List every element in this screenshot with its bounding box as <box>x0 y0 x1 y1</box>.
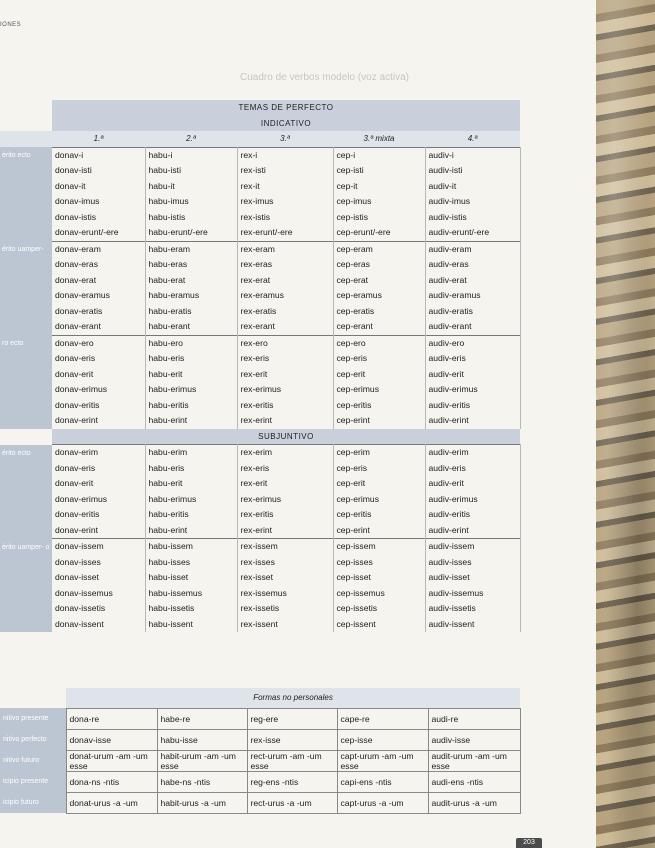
form-cell: capi-ens -ntis <box>337 771 428 792</box>
subjuntivo-label: SUBJUNTIVO <box>52 429 520 445</box>
tense-label: érito uamper- o <box>0 539 52 633</box>
verb-form-cell: donav-eritis <box>52 398 145 414</box>
verb-form-cell: rex-eramus <box>237 288 333 304</box>
verb-form-cell: audiv-erim <box>425 445 520 461</box>
tense-label: érito uamper- <box>0 241 52 335</box>
verb-form-cell: habu-eratis <box>145 304 237 320</box>
form-cell: audit-urum -am -um esse <box>428 750 520 771</box>
verb-form-cell: habu-eras <box>145 257 237 273</box>
table-row <box>0 601 520 617</box>
blank-corner <box>0 100 52 116</box>
verb-form-cell: habu-issent <box>145 617 237 633</box>
table-row <box>0 492 520 508</box>
form-label: icipio presente <box>0 771 66 792</box>
table-row <box>0 304 520 320</box>
verb-form-cell: audiv-it <box>425 179 520 195</box>
verb-form-cell: cep-eramus <box>333 288 425 304</box>
verb-form-cell: donav-eramus <box>52 288 145 304</box>
verb-form-cell: habu-eris <box>145 461 237 477</box>
blank-corner <box>0 116 52 132</box>
verb-form-cell: cep-it <box>333 179 425 195</box>
verb-form-cell: cep-i <box>333 147 425 163</box>
verb-form-cell: habu-erint <box>145 523 237 539</box>
verb-form-cell: habu-erint <box>145 413 237 429</box>
form-cell: reg-ere <box>247 708 337 729</box>
verb-form-cell: rex-erimus <box>237 382 333 398</box>
verb-form-cell: cep-eritis <box>333 507 425 523</box>
verb-form-cell: donav-erit <box>52 476 145 492</box>
form-cell: dona-ns -ntis <box>66 771 157 792</box>
form-cell: dona-re <box>66 708 157 729</box>
verb-form-cell: audiv-erimus <box>425 382 520 398</box>
column-header: 3.ª mixta <box>333 131 425 147</box>
verb-form-cell: habu-erimus <box>145 492 237 508</box>
column-header: 1.ª <box>52 131 145 147</box>
verb-form-cell: rex-ero <box>237 335 333 351</box>
verb-form-cell: habu-eramus <box>145 288 237 304</box>
verb-form-cell: habu-istis <box>145 210 237 226</box>
verb-form-cell: audiv-eratis <box>425 304 520 320</box>
tense-label: érito ecto <box>0 445 52 539</box>
verb-form-cell: cep-erimus <box>333 382 425 398</box>
verb-form-cell: donav-issem <box>52 539 145 555</box>
table-row <box>0 570 520 586</box>
verb-form-cell: audiv-erit <box>425 367 520 383</box>
form-cell: donav-isse <box>66 729 157 750</box>
form-cell: habit-urum -am -um esse <box>157 750 247 771</box>
verb-form-cell: audiv-eram <box>425 241 520 257</box>
table-row <box>0 163 520 179</box>
form-cell: audiv-isse <box>428 729 520 750</box>
verb-form-cell: donav-erint <box>52 413 145 429</box>
form-cell: habit-urus -a -um <box>157 792 247 813</box>
verb-form-cell: habu-erant <box>145 319 237 335</box>
verb-form-cell: habu-erim <box>145 445 237 461</box>
tense-label: ro ecto <box>0 335 52 429</box>
verb-form-cell: donav-istis <box>52 210 145 226</box>
nonpersonal-row <box>0 750 520 771</box>
verb-form-cell: rex-erint <box>237 523 333 539</box>
verb-form-cell: habu-issemus <box>145 586 237 602</box>
verb-form-cell: cep-istis <box>333 210 425 226</box>
table-row <box>0 398 520 414</box>
verb-form-cell: donav-i <box>52 147 145 163</box>
table-row <box>0 241 520 257</box>
verb-form-cell: donav-erant <box>52 319 145 335</box>
table-row <box>0 382 520 398</box>
verb-form-cell: rex-eras <box>237 257 333 273</box>
table-row <box>0 335 520 351</box>
verb-form-cell: audiv-eras <box>425 257 520 273</box>
form-cell: capt-urum -am -um esse <box>337 750 428 771</box>
verb-form-cell: audiv-isset <box>425 570 520 586</box>
verb-form-cell: rex-eris <box>237 351 333 367</box>
verb-form-cell: audiv-eritis <box>425 507 520 523</box>
verb-form-cell: habu-i <box>145 147 237 163</box>
verb-form-cell: habu-it <box>145 179 237 195</box>
verb-form-cell: cep-issent <box>333 617 425 633</box>
verb-form-cell: cep-eratis <box>333 304 425 320</box>
verb-form-cell: cep-issem <box>333 539 425 555</box>
column-header: 3.ª <box>237 131 333 147</box>
verb-form-cell: rex-erint <box>237 413 333 429</box>
column-header: 2.ª <box>145 131 237 147</box>
verb-form-cell: habu-isti <box>145 163 237 179</box>
verb-form-cell: donav-erimus <box>52 492 145 508</box>
verb-form-cell: habu-eritis <box>145 398 237 414</box>
verb-form-cell: donav-eratis <box>52 304 145 320</box>
verb-form-cell: habu-issetis <box>145 601 237 617</box>
verb-form-cell: cep-issetis <box>333 601 425 617</box>
form-cell: audi-ens -ntis <box>428 771 520 792</box>
form-label: nitivo futuro <box>0 750 66 771</box>
verb-form-cell: cep-imus <box>333 194 425 210</box>
verb-form-cell: audiv-issem <box>425 539 520 555</box>
table-row <box>0 288 520 304</box>
column-header: 4.ª <box>425 131 520 147</box>
table-row <box>0 523 520 539</box>
verb-form-cell: rex-erit <box>237 367 333 383</box>
blank-corner <box>0 131 52 147</box>
verb-form-cell: habu-erunt/-ere <box>145 225 237 241</box>
verb-form-cell: donav-erat <box>52 273 145 289</box>
form-cell: rex-isse <box>247 729 337 750</box>
verb-form-cell: rex-issetis <box>237 601 333 617</box>
verb-form-cell: audiv-eris <box>425 351 520 367</box>
verb-form-cell: audiv-issemus <box>425 586 520 602</box>
nonpersonal-row <box>0 792 520 813</box>
verb-form-cell: donav-eris <box>52 461 145 477</box>
verb-form-cell: rex-eritis <box>237 507 333 523</box>
verb-form-cell: cep-eras <box>333 257 425 273</box>
verb-form-cell: audiv-erint <box>425 523 520 539</box>
verb-form-cell: habu-eritis <box>145 507 237 523</box>
form-cell: cape-re <box>337 708 428 729</box>
verb-form-cell: cep-erint <box>333 523 425 539</box>
table-row <box>0 539 520 555</box>
form-cell: habe-re <box>157 708 247 729</box>
table-row <box>0 461 520 477</box>
table-row <box>0 319 520 335</box>
form-label: nitivo perfecto <box>0 729 66 750</box>
table-caption: TEMAS DE PERFECTO <box>52 100 520 116</box>
verb-form-cell: donav-it <box>52 179 145 195</box>
verb-form-cell: audiv-erit <box>425 476 520 492</box>
form-label: icipio futuro <box>0 792 66 813</box>
verb-form-cell: cep-ero <box>333 335 425 351</box>
table-row <box>0 445 520 461</box>
verb-form-cell: donav-eritis <box>52 507 145 523</box>
verb-form-cell: donav-eras <box>52 257 145 273</box>
verb-form-cell: cep-isset <box>333 570 425 586</box>
perfect-tenses-table <box>0 100 521 632</box>
verb-form-cell: cep-erunt/-ere <box>333 225 425 241</box>
verb-form-cell: rex-erant <box>237 319 333 335</box>
verb-form-cell: cep-eris <box>333 461 425 477</box>
verb-form-cell: rex-isti <box>237 163 333 179</box>
table-row <box>0 413 520 429</box>
verb-form-cell: donav-isti <box>52 163 145 179</box>
table-row <box>0 257 520 273</box>
verb-form-cell: cep-eris <box>333 351 425 367</box>
form-cell: audi-re <box>428 708 520 729</box>
nonpersonal-title: Formas no personales <box>66 688 520 708</box>
verb-form-cell: donav-erint <box>52 523 145 539</box>
verb-form-cell: audiv-isses <box>425 555 520 571</box>
verb-form-cell: donav-issent <box>52 617 145 633</box>
verb-form-cell: rex-i <box>237 147 333 163</box>
verb-form-cell: audiv-issent <box>425 617 520 633</box>
verb-form-cell: donav-isset <box>52 570 145 586</box>
table-row <box>0 367 520 383</box>
form-label: nitivo presente <box>0 708 66 729</box>
verb-form-cell: rex-eram <box>237 241 333 257</box>
verb-form-cell: rex-it <box>237 179 333 195</box>
column-header-row <box>0 131 520 147</box>
verb-form-cell: cep-erint <box>333 413 425 429</box>
verb-form-cell: habu-isset <box>145 570 237 586</box>
verb-form-cell: cep-eritis <box>333 398 425 414</box>
verb-form-cell: audiv-eramus <box>425 288 520 304</box>
verb-form-cell: cep-erit <box>333 367 425 383</box>
indicativo-label: INDICATIVO <box>52 116 520 132</box>
verb-form-cell: cep-erit <box>333 476 425 492</box>
form-cell: cep-isse <box>337 729 428 750</box>
verb-form-cell: rex-issemus <box>237 586 333 602</box>
form-cell: donat-urum -am -um esse <box>66 750 157 771</box>
table-row <box>0 617 520 633</box>
form-cell: capt-urus -a -um <box>337 792 428 813</box>
verb-form-cell: rex-eris <box>237 461 333 477</box>
table-row <box>0 507 520 523</box>
verb-form-cell: donav-erim <box>52 445 145 461</box>
verb-form-cell: audiv-erint <box>425 413 520 429</box>
verb-form-cell: habu-eram <box>145 241 237 257</box>
verb-form-cell: audiv-ero <box>425 335 520 351</box>
verb-form-cell: habu-ero <box>145 335 237 351</box>
verb-form-cell: rex-isses <box>237 555 333 571</box>
verb-form-cell: audiv-eritis <box>425 398 520 414</box>
table-row <box>0 351 520 367</box>
verb-form-cell: cep-eram <box>333 241 425 257</box>
nonpersonal-row <box>0 771 520 792</box>
verb-form-cell: donav-issetis <box>52 601 145 617</box>
verb-form-cell: habu-erat <box>145 273 237 289</box>
blank-corner <box>0 688 66 708</box>
verb-form-cell: rex-eratis <box>237 304 333 320</box>
table-row <box>0 147 520 163</box>
nonpersonal-title-row <box>0 688 520 708</box>
verb-form-cell: rex-eritis <box>237 398 333 414</box>
verb-form-cell: rex-erat <box>237 273 333 289</box>
nonpersonal-forms-table <box>0 688 521 814</box>
caption-row <box>0 100 520 116</box>
verb-form-cell: donav-erimus <box>52 382 145 398</box>
blank-corner <box>0 429 52 445</box>
verb-form-cell: habu-erit <box>145 476 237 492</box>
form-cell: audit-urus -a -um <box>428 792 520 813</box>
verb-form-cell: rex-erimus <box>237 492 333 508</box>
form-cell: rect-urus -a -um <box>247 792 337 813</box>
table-row <box>0 273 520 289</box>
verb-form-cell: audiv-erunt/-ere <box>425 225 520 241</box>
verb-form-cell: habu-erit <box>145 367 237 383</box>
verb-form-cell: cep-isses <box>333 555 425 571</box>
verb-form-cell: donav-erit <box>52 367 145 383</box>
verb-form-cell: cep-isti <box>333 163 425 179</box>
verb-form-cell: cep-erat <box>333 273 425 289</box>
subjuntivo-row <box>0 429 520 445</box>
table-row <box>0 476 520 492</box>
indicativo-row <box>0 116 520 132</box>
verb-form-cell: audiv-erant <box>425 319 520 335</box>
section-title: Cuadro de verbos modelo (voz activa) <box>240 72 409 83</box>
verb-form-cell: donav-isses <box>52 555 145 571</box>
table-row <box>0 210 520 226</box>
table-row <box>0 225 520 241</box>
tense-label: érito ecto <box>0 147 52 241</box>
verb-form-cell: habu-imus <box>145 194 237 210</box>
verb-form-cell: rex-issem <box>237 539 333 555</box>
verb-form-cell: habu-issem <box>145 539 237 555</box>
nonpersonal-row <box>0 708 520 729</box>
nonpersonal-row <box>0 729 520 750</box>
verb-form-cell: donav-erunt/-ere <box>52 225 145 241</box>
table-row <box>0 555 520 571</box>
table-row <box>0 586 520 602</box>
page-header-tag: IONES <box>0 22 22 28</box>
verb-form-cell: rex-erunt/-ere <box>237 225 333 241</box>
verb-form-cell: audiv-imus <box>425 194 520 210</box>
verb-form-cell: rex-imus <box>237 194 333 210</box>
verb-form-cell: cep-erant <box>333 319 425 335</box>
verb-form-cell: donav-issemus <box>52 586 145 602</box>
form-cell: rect-urum -am -um esse <box>247 750 337 771</box>
verb-form-cell: rex-istis <box>237 210 333 226</box>
form-cell: reg-ens -ntis <box>247 771 337 792</box>
verb-form-cell: audiv-i <box>425 147 520 163</box>
verb-form-cell: audiv-istis <box>425 210 520 226</box>
verb-form-cell: habu-eris <box>145 351 237 367</box>
verb-form-cell: audiv-eris <box>425 461 520 477</box>
verb-form-cell: cep-issemus <box>333 586 425 602</box>
verb-form-cell: rex-issent <box>237 617 333 633</box>
stone-photo-edge <box>596 0 655 848</box>
form-cell: habu-isse <box>157 729 247 750</box>
form-cell: donat-urus -a -um <box>66 792 157 813</box>
form-cell: habe-ns -ntis <box>157 771 247 792</box>
verb-form-cell: habu-isses <box>145 555 237 571</box>
verb-form-cell: donav-eris <box>52 351 145 367</box>
table-row <box>0 194 520 210</box>
verb-form-cell: donav-imus <box>52 194 145 210</box>
verb-form-cell: rex-erim <box>237 445 333 461</box>
verb-form-cell: audiv-erimus <box>425 492 520 508</box>
verb-form-cell: rex-isset <box>237 570 333 586</box>
page-number: 203 <box>516 838 542 848</box>
verb-form-cell: audiv-erat <box>425 273 520 289</box>
verb-form-cell: donav-ero <box>52 335 145 351</box>
verb-form-cell: habu-erimus <box>145 382 237 398</box>
verb-form-cell: audiv-isti <box>425 163 520 179</box>
verb-form-cell: audiv-issetis <box>425 601 520 617</box>
verb-form-cell: rex-erit <box>237 476 333 492</box>
verb-form-cell: cep-erimus <box>333 492 425 508</box>
verb-form-cell: cep-erim <box>333 445 425 461</box>
table-row <box>0 179 520 195</box>
verb-form-cell: donav-eram <box>52 241 145 257</box>
